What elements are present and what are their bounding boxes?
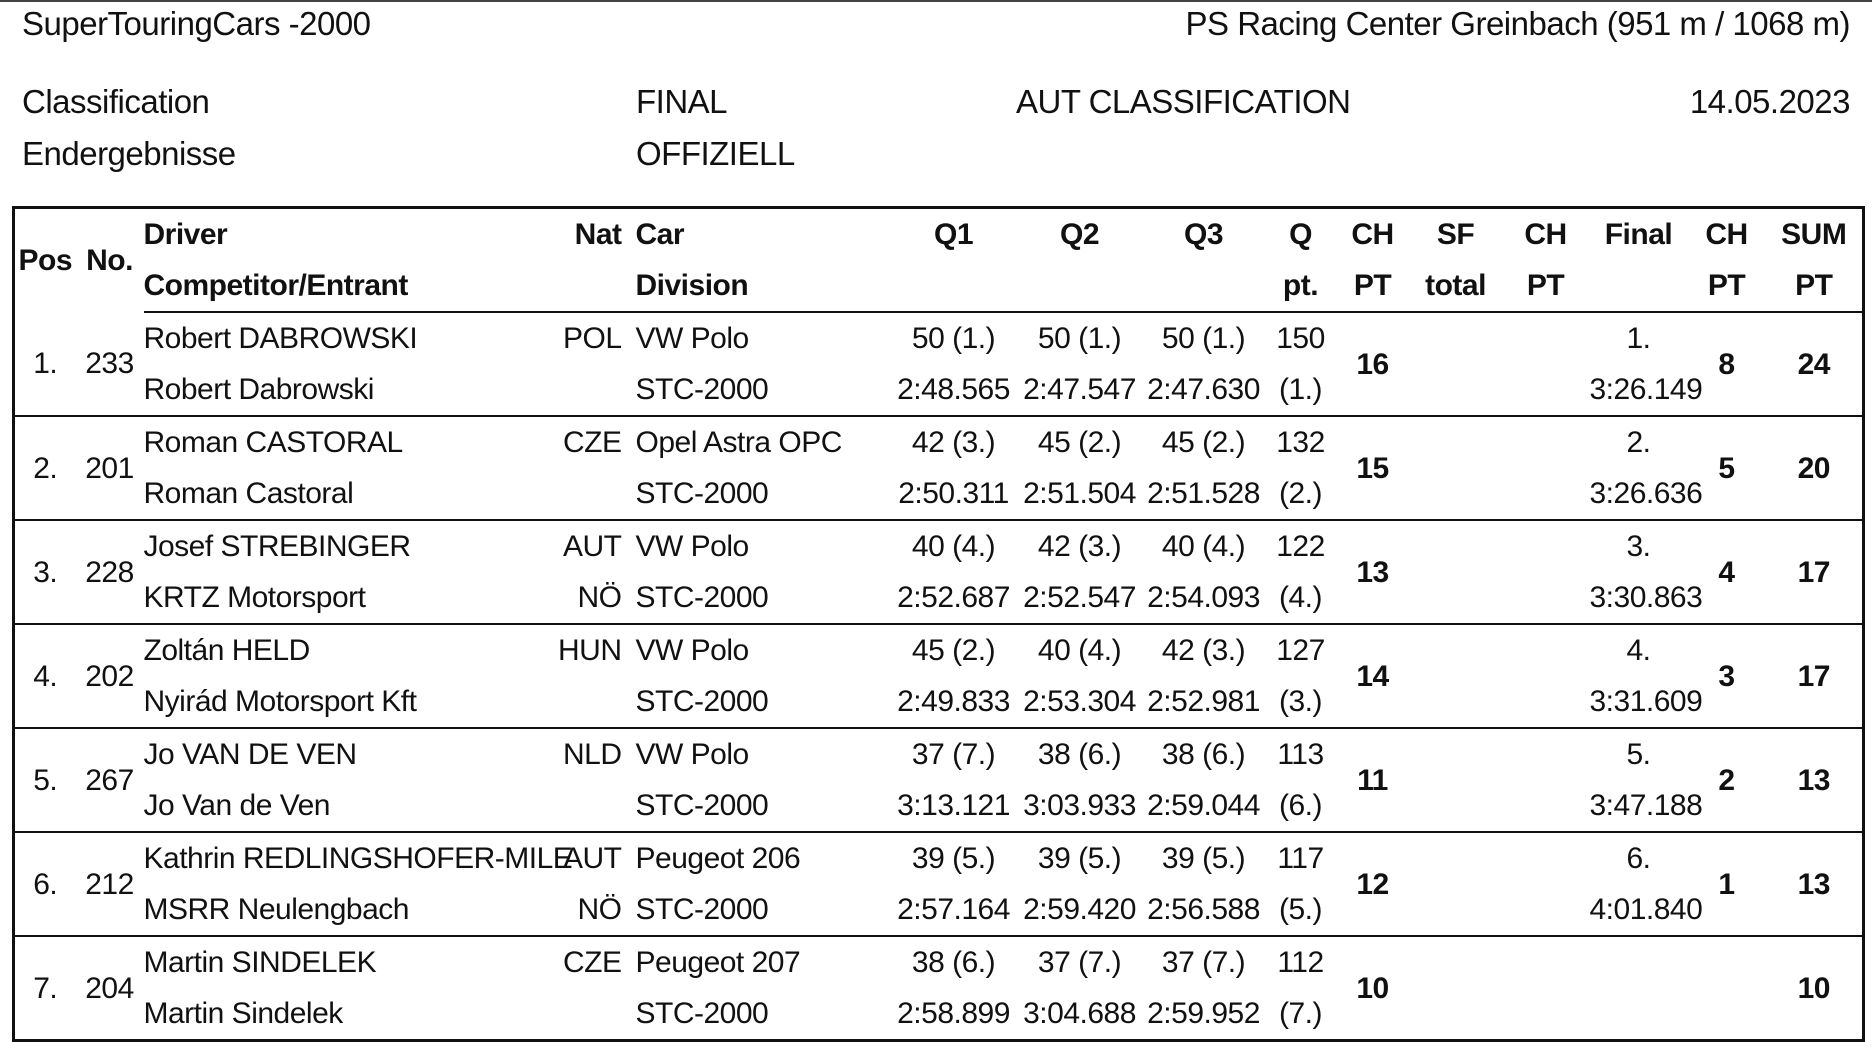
final-time-cell: 3:30.863 <box>1590 572 1688 624</box>
q2-points-cell: 40 (4.) <box>1037 634 1122 667</box>
q3-time-cell: 2:56.588 <box>1142 884 1266 936</box>
q2-time-cell: 2:59.420 <box>1018 884 1142 936</box>
nat-cell: CZE <box>563 426 622 459</box>
competitor-cell: Nyirád Motorsport Kft <box>144 676 554 728</box>
table-row <box>14 520 1864 572</box>
ch2-pt-cell <box>1502 832 1590 936</box>
competitor-cell: KRTZ Motorsport <box>144 572 554 624</box>
q1-points-cell: 38 (6.) <box>911 946 996 979</box>
q3-points-cell: 37 (7.) <box>1161 946 1246 979</box>
col-q2: Q2 <box>1059 218 1100 251</box>
competitor-cell: Jo Van de Ven <box>144 780 554 832</box>
nat-cell: CZE <box>563 946 622 979</box>
number-cell: 212 <box>76 832 144 936</box>
sf-total-cell <box>1410 520 1502 624</box>
number-cell: 201 <box>76 416 144 520</box>
ch3-pt-cell: 5 <box>1688 416 1766 520</box>
col-sf-total: total <box>1410 260 1502 312</box>
final-time-cell: 3:31.609 <box>1590 676 1688 728</box>
aut-classification-label: AUT CLASSIFICATION <box>1016 83 1351 120</box>
q-rank-cell: (3.) <box>1266 676 1336 728</box>
col-ch2-pt: PT <box>1502 260 1590 312</box>
region-cell: NÖ <box>554 572 628 624</box>
q3-points-cell: 42 (3.) <box>1161 634 1246 667</box>
col-q3-blank <box>1142 260 1266 312</box>
sf-total-cell <box>1410 416 1502 520</box>
q1-points-cell: 40 (4.) <box>911 530 996 563</box>
header-row-1 <box>14 208 1864 261</box>
nat-cell: POL <box>562 322 622 355</box>
q1-time-cell: 2:57.164 <box>890 884 1018 936</box>
division-cell: STC-2000 <box>628 884 890 936</box>
col-driver: Driver <box>143 218 228 251</box>
ch-pt-cell: 12 <box>1336 832 1410 936</box>
driver-cell: Robert DABROWSKI <box>143 322 418 355</box>
car-cell: VW Polo <box>635 530 749 563</box>
sum-pt-cell: 24 <box>1766 312 1864 416</box>
ch-pt-cell: 13 <box>1336 520 1410 624</box>
division-cell: STC-2000 <box>628 676 890 728</box>
final-pos-cell: 4. <box>1626 634 1651 667</box>
ch-pt-cell: 15 <box>1336 416 1410 520</box>
q-rank-cell: (4.) <box>1266 572 1336 624</box>
q3-time-cell: 2:59.952 <box>1147 997 1260 1030</box>
table-row <box>14 936 1864 988</box>
nat-cell: AUT <box>563 842 622 875</box>
q-total-cell: 113 <box>1277 738 1324 771</box>
q2-points-cell: 37 (7.) <box>1037 946 1122 979</box>
driver-cell: Jo VAN DE VEN <box>143 738 357 771</box>
car-cell: Peugeot 207 <box>635 946 801 979</box>
nat-cell: NLD <box>562 738 622 771</box>
q3-time-cell: 2:59.044 <box>1142 780 1266 832</box>
q3-points-cell: 45 (2.) <box>1161 426 1246 459</box>
competitor-cell: Roman Castoral <box>144 468 554 520</box>
col-final: Final <box>1604 218 1673 251</box>
col-sf: SF <box>1436 218 1475 251</box>
q1-points-cell: 37 (7.) <box>911 738 996 771</box>
car-cell: VW Polo <box>635 634 749 667</box>
col-q1-blank <box>890 260 1018 312</box>
q1-points-cell: 42 (3.) <box>911 426 996 459</box>
final-pos-cell <box>1590 936 1688 988</box>
q3-time-cell: 2:52.981 <box>1142 676 1266 728</box>
number-cell: 202 <box>76 624 144 728</box>
driver-cell: Josef STREBINGER <box>143 530 411 563</box>
number-cell: 204 <box>85 971 134 1005</box>
ch-pt-cell: 14 <box>1336 624 1410 728</box>
q3-points-cell: 50 (1.) <box>1161 322 1246 355</box>
final-pos-cell: 3. <box>1626 530 1651 563</box>
q2-points-cell: 45 (2.) <box>1037 426 1122 459</box>
q-total-cell: 112 <box>1277 946 1324 979</box>
q3-time-cell: 2:47.630 <box>1142 364 1266 416</box>
endergebnisse-label: Endergebnisse <box>22 135 236 172</box>
q-total-cell: 117 <box>1277 842 1324 875</box>
col-nat-blank <box>554 260 628 312</box>
sum-pt-cell: 13 <box>1766 728 1864 832</box>
table-row <box>14 624 1864 676</box>
ch3-pt-cell <box>1688 936 1766 1041</box>
table-row <box>14 728 1864 780</box>
q2-time-cell: 2:53.304 <box>1018 676 1142 728</box>
ch2-pt-cell <box>1502 312 1590 416</box>
series-title: SuperTouringCars -2000 <box>22 5 371 42</box>
final-time-cell <box>1590 988 1688 1041</box>
pos-cell: 4. <box>14 624 76 728</box>
col-ch1-pt: PT <box>1336 260 1410 312</box>
pos-cell: 6. <box>14 832 76 936</box>
driver-cell: Kathrin REDLINGSHOFER-MILE <box>143 842 573 875</box>
col-nat: Nat <box>574 218 622 251</box>
region-cell <box>554 676 628 728</box>
final-pos-cell: 5. <box>1626 738 1651 771</box>
q2-time-cell: 2:52.547 <box>1018 572 1142 624</box>
q-rank-cell: (1.) <box>1266 364 1336 416</box>
ch-pt-cell: 16 <box>1336 312 1410 416</box>
q2-time-cell: 2:47.547 <box>1018 364 1142 416</box>
nat-cell: HUN <box>558 634 622 667</box>
col-q-pt: pt. <box>1266 260 1336 312</box>
col-ch2: CH <box>1524 218 1567 251</box>
ch-pt-cell: 10 <box>1356 971 1389 1005</box>
car-cell: VW Polo <box>635 322 749 355</box>
col-ch3-pt: PT <box>1688 260 1766 312</box>
division-cell: STC-2000 <box>628 364 890 416</box>
q2-points-cell: 39 (5.) <box>1037 842 1122 875</box>
pos-cell: 5. <box>14 728 76 832</box>
competitor-cell: Martin Sindelek <box>143 997 343 1030</box>
ch3-pt-cell: 3 <box>1688 624 1766 728</box>
col-division: Division <box>628 260 890 312</box>
q-rank-cell: (6.) <box>1266 780 1336 832</box>
sum-pt-cell: 17 <box>1766 520 1864 624</box>
ch3-pt-cell: 2 <box>1688 728 1766 832</box>
table-row <box>14 416 1864 468</box>
col-q1: Q1 <box>933 218 974 251</box>
top-rule <box>0 0 1872 2</box>
q1-time-cell: 2:58.899 <box>897 997 1010 1030</box>
sf-total-cell <box>1410 728 1502 832</box>
car-cell: Peugeot 206 <box>635 842 801 875</box>
col-q: Q <box>1289 218 1312 251</box>
results-body <box>14 312 1864 1041</box>
driver-cell: Roman CASTORAL <box>143 426 403 459</box>
final-pos-cell: 6. <box>1626 842 1651 875</box>
number-cell: 233 <box>76 312 144 416</box>
q-total-cell: 150 <box>1276 322 1325 355</box>
col-q2-blank <box>1018 260 1142 312</box>
q1-points-cell: 45 (2.) <box>911 634 996 667</box>
q-total-cell: 127 <box>1276 634 1325 667</box>
sum-pt-cell: 20 <box>1766 416 1864 520</box>
final-pos-cell: 2. <box>1626 426 1651 459</box>
q2-time-cell: 2:51.504 <box>1018 468 1142 520</box>
venue-title: PS Racing Center Greinbach (951 m / 1068 m) <box>1185 5 1850 42</box>
sf-total-cell <box>1410 936 1502 1041</box>
ch2-pt-cell <box>1502 416 1590 520</box>
date: 14.05.2023 <box>1689 83 1850 120</box>
q2-points-cell: 42 (3.) <box>1037 530 1122 563</box>
table-row <box>14 312 1864 364</box>
competitor-cell: MSRR Neulengbach <box>144 884 554 936</box>
q3-time-cell: 2:54.093 <box>1142 572 1266 624</box>
header-row-2 <box>14 260 1864 312</box>
division-cell: STC-2000 <box>628 468 890 520</box>
region-cell <box>554 468 628 520</box>
offiziell-label: OFFIZIELL <box>636 135 795 172</box>
ch3-pt-cell: 1 <box>1688 832 1766 936</box>
car-cell: Opel Astra OPC <box>635 426 842 459</box>
sum-pt-cell: 10 <box>1797 971 1830 1005</box>
region-cell <box>554 780 628 832</box>
q-total-cell: 122 <box>1276 530 1325 563</box>
q-total-cell: 132 <box>1276 426 1325 459</box>
region-cell <box>554 988 628 1041</box>
q3-points-cell: 39 (5.) <box>1161 842 1246 875</box>
col-final-blank <box>1590 260 1688 312</box>
q2-time-cell: 3:04.688 <box>1023 997 1136 1030</box>
final-time-cell: 3:47.188 <box>1590 780 1688 832</box>
q1-time-cell: 2:52.687 <box>890 572 1018 624</box>
final-time-cell: 3:26.149 <box>1590 364 1688 416</box>
driver-cell: Martin SINDELEK <box>143 946 377 979</box>
division-cell: STC-2000 <box>628 572 890 624</box>
pos-cell: 7. <box>33 971 58 1005</box>
final-time-cell: 4:01.840 <box>1590 884 1688 936</box>
q3-points-cell: 40 (4.) <box>1161 530 1246 563</box>
car-cell: VW Polo <box>635 738 749 771</box>
q3-time-cell: 2:51.528 <box>1142 468 1266 520</box>
classification-label: Classification <box>22 83 210 120</box>
ch2-pt-cell <box>1502 624 1590 728</box>
number-cell: 228 <box>76 520 144 624</box>
division-cell: STC-2000 <box>635 997 769 1030</box>
final-time-cell: 3:26.636 <box>1590 468 1688 520</box>
q1-time-cell: 2:50.311 <box>890 468 1018 520</box>
results-table <box>12 206 1865 1042</box>
sf-total-cell <box>1410 312 1502 416</box>
q3-points-cell: 38 (6.) <box>1161 738 1246 771</box>
q-rank-cell: (5.) <box>1266 884 1336 936</box>
region-cell: NÖ <box>554 884 628 936</box>
q1-points-cell: 50 (1.) <box>911 322 996 355</box>
pos-cell: 1. <box>14 312 76 416</box>
driver-cell: Zoltán HELD <box>143 634 310 667</box>
sum-pt-cell: 17 <box>1766 624 1864 728</box>
q1-time-cell: 2:49.833 <box>890 676 1018 728</box>
q-rank-cell: (2.) <box>1266 468 1336 520</box>
ch3-pt-cell: 4 <box>1688 520 1766 624</box>
final-pos-cell: 1. <box>1626 322 1651 355</box>
table-row <box>14 832 1864 884</box>
sum-pt-cell: 13 <box>1766 832 1864 936</box>
col-sum-pt: PT <box>1766 260 1864 312</box>
col-q3: Q3 <box>1183 218 1224 251</box>
final-label: FINAL <box>636 83 728 120</box>
col-sum: SUM <box>1781 218 1847 251</box>
ch-pt-cell: 11 <box>1336 728 1410 832</box>
nat-cell: AUT <box>563 530 622 563</box>
q-rank-cell: (7.) <box>1279 997 1322 1030</box>
q2-points-cell: 38 (6.) <box>1037 738 1122 771</box>
col-pos: Pos <box>18 244 73 277</box>
q2-time-cell: 3:03.933 <box>1018 780 1142 832</box>
ch2-pt-cell <box>1502 728 1590 832</box>
pos-cell: 3. <box>14 520 76 624</box>
col-competitor: Competitor/Entrant <box>144 260 554 312</box>
sf-total-cell <box>1410 624 1502 728</box>
region-cell <box>554 364 628 416</box>
ch3-pt-cell: 8 <box>1688 312 1766 416</box>
ch2-pt-cell <box>1502 936 1590 1041</box>
competitor-cell: Robert Dabrowski <box>144 364 554 416</box>
q2-points-cell: 50 (1.) <box>1037 322 1122 355</box>
q1-time-cell: 3:13.121 <box>890 780 1018 832</box>
pos-cell: 2. <box>14 416 76 520</box>
col-car: Car <box>635 218 685 251</box>
number-cell: 267 <box>76 728 144 832</box>
col-no: No. <box>86 244 133 277</box>
q1-points-cell: 39 (5.) <box>911 842 996 875</box>
division-cell: STC-2000 <box>628 780 890 832</box>
q1-time-cell: 2:48.565 <box>890 364 1018 416</box>
sf-total-cell <box>1410 832 1502 936</box>
col-ch1: CH <box>1351 218 1394 251</box>
ch2-pt-cell <box>1502 520 1590 624</box>
col-ch3: CH <box>1705 218 1748 251</box>
